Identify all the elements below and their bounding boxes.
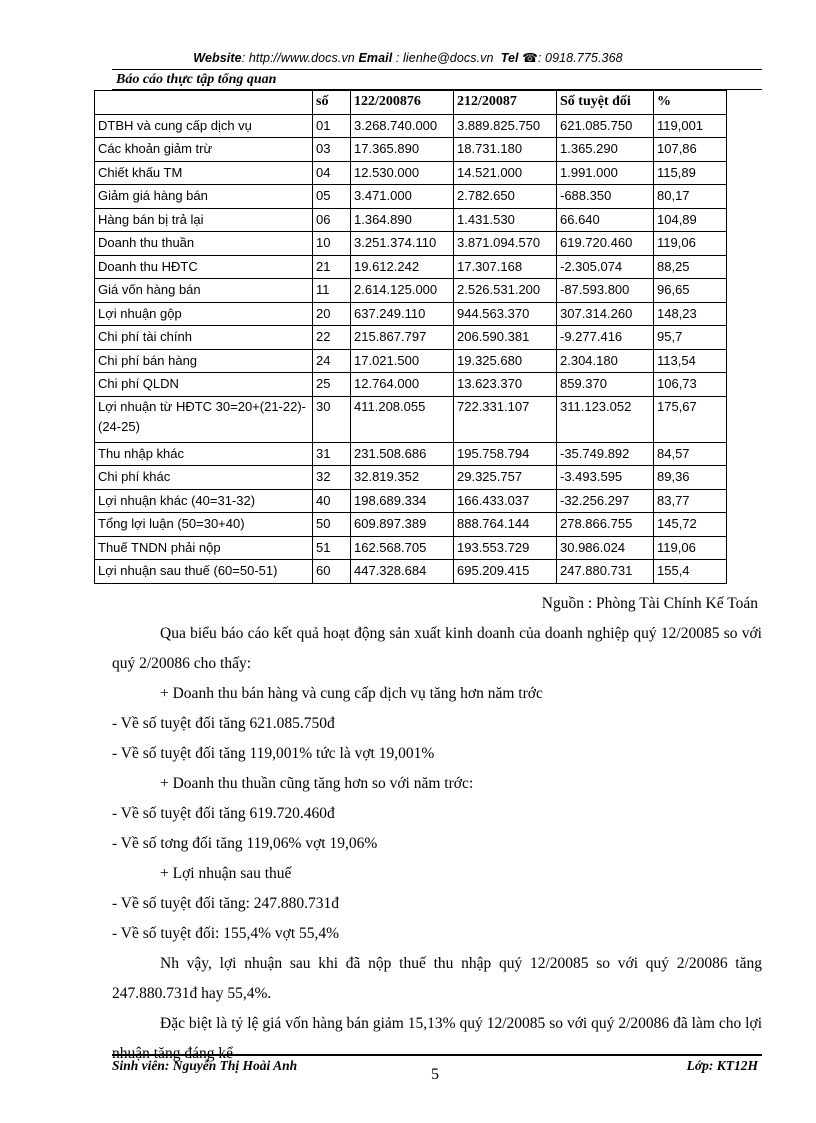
table-cell: 22 [313,326,351,350]
table-cell: Chi phí bán hàng [95,349,313,373]
paragraph: - Về số tuyệt đối: 155,4% vợt 55,4% [112,925,340,942]
source-note: Nguồn : Phòng Tài Chính Kế Toán [541,595,758,612]
table-cell: 278.866.755 [557,513,654,537]
page-number: 5 [431,1066,439,1083]
table-cell: 1.365.290 [557,138,654,162]
table-cell: 19.325.680 [454,349,557,373]
table-cell: 03 [313,138,351,162]
paragraph: Nh vậy, lợi nhuận sau khi đã nộp thuế thu nhập quý 12/20085 so với quý 2/20086 tăng 247.880.731đ hay 55,4%. [112,955,762,1002]
table-cell: 175,67 [654,396,727,442]
table-row [95,279,727,303]
table-cell: 89,36 [654,466,727,490]
table-cell: 40 [313,489,351,513]
website-url: : http://www.docs.vn [241,51,355,65]
table-cell: 115,89 [654,161,727,185]
table-cell: 2.782.650 [454,185,557,209]
table-row [95,442,727,466]
table-cell: 113,54 [654,349,727,373]
table-cell: Giá vốn hàng bán [95,279,313,303]
table-cell: 88,25 [654,255,727,279]
paragraph: - Về số tuyệt đối tăng: 247.880.731đ [112,895,340,912]
table-row [95,138,727,162]
table-cell: 3.889.825.750 [454,114,557,138]
table-cell: 145,72 [654,513,727,537]
table-cell: 3.268.740.000 [351,114,454,138]
table-cell: 2.304.180 [557,349,654,373]
table-cell: 60 [313,560,351,584]
table-cell: 06 [313,208,351,232]
table-cell: 19.612.242 [351,255,454,279]
table-cell: 66.640 [557,208,654,232]
table-row [95,161,727,185]
table-cell: 1.991.000 [557,161,654,185]
paragraph: Qua biểu báo cáo kết quả hoạt động sản xuất kinh doanh của doanh nghiệp quý 12/20085 so với quý 2/20086 cho thấy: [112,625,762,672]
page-header [0,50,816,65]
table-cell: 83,77 [654,489,727,513]
table-cell: 14.521.000 [454,161,557,185]
table-row [95,349,727,373]
table-cell: 198.689.334 [351,489,454,513]
class-name: Lớp: KT12H [686,1058,758,1073]
table-cell: Các khoản giảm trừ [95,138,313,162]
table-cell: Lợi nhuận gộp [95,302,313,326]
table-row [95,373,727,397]
table-cell: 411.208.055 [351,396,454,442]
table-cell: Doanh thu thuần [95,232,313,256]
table-row [95,466,727,490]
table-row [95,536,727,560]
table-cell: 05 [313,185,351,209]
table-cell: 10 [313,232,351,256]
table-cell: 215.867.797 [351,326,454,350]
table-cell: 609.897.389 [351,513,454,537]
paragraph: - Về số tuyệt đối tăng 119,001% tức là vợt 19,001% [112,745,435,762]
table-cell: 04 [313,161,351,185]
table-cell: 307.314.260 [557,302,654,326]
table-row [95,185,727,209]
table-cell: 637.249.110 [351,302,454,326]
table-row [95,489,727,513]
table-cell: -9.277.416 [557,326,654,350]
table-cell: 80,17 [654,185,727,209]
table-cell: 695.209.415 [454,560,557,584]
table-cell: 30.986.024 [557,536,654,560]
table-cell: DTBH và cung cấp dịch vụ [95,114,313,138]
analysis-text [112,619,762,1069]
table-cell: 3.471.000 [351,185,454,209]
table-cell: 18.731.180 [454,138,557,162]
table-cell: 21 [313,255,351,279]
table-cell: 12.764.000 [351,373,454,397]
table-cell: -688.350 [557,185,654,209]
student-name: Sinh viên: Nguyễn Thị Hoài Anh [112,1058,298,1073]
table-cell: Tổng lợi luận (50=30+40) [95,513,313,537]
paragraph: - Về số tuyệt đối tăng 621.085.750đ [112,715,335,732]
table-cell: Chi phí khác [95,466,313,490]
table-cell: Chi phí QLDN [95,373,313,397]
table-cell: 1.431.530 [454,208,557,232]
table-cell: 944.563.370 [454,302,557,326]
table-cell: 17.365.890 [351,138,454,162]
column-header [95,91,313,115]
column-header: Số tuyệt đối [557,91,654,115]
table-cell: 119,06 [654,536,727,560]
table-cell: 231.508.686 [351,442,454,466]
footer-rule [112,1054,762,1056]
table-cell: 51 [313,536,351,560]
table-cell: -2.305.074 [557,255,654,279]
table-cell: 195.758.794 [454,442,557,466]
column-header: % [654,91,727,115]
table-cell: 17.307.168 [454,255,557,279]
phone-icon: ☎ [522,51,538,65]
table-cell: 1.364.890 [351,208,454,232]
table-cell: 11 [313,279,351,303]
header-rule-top [112,69,762,70]
table-row [95,208,727,232]
table-cell: Lợi nhuận sau thuế (60=50-51) [95,560,313,584]
table-row [95,114,727,138]
table-cell: 17.021.500 [351,349,454,373]
table-cell: 20 [313,302,351,326]
table-row [95,396,727,442]
table-cell: 193.553.729 [454,536,557,560]
table-cell: -87.593.800 [557,279,654,303]
table-cell: Chi phí tài chính [95,326,313,350]
table-cell: 619.720.460 [557,232,654,256]
table-cell: Hàng bán bị trả lại [95,208,313,232]
table-cell: 2.526.531.200 [454,279,557,303]
table-row [95,255,727,279]
table-cell: 621.085.750 [557,114,654,138]
table-cell: 155,4 [654,560,727,584]
paragraph: + Lợi nhuận sau thuế [160,865,292,882]
table-cell: Giảm giá hàng bán [95,185,313,209]
paragraph: - Về số tơng đối tăng 119,06% vợt 19,06% [112,835,378,852]
table-cell: 84,57 [654,442,727,466]
table-cell: 148,23 [654,302,727,326]
table-cell: 01 [313,114,351,138]
table-cell: Lợi nhuận khác (40=31-32) [95,489,313,513]
table-cell: 311.123.052 [557,396,654,442]
table-cell: 3.251.374.110 [351,232,454,256]
paragraph: - Về số tuyệt đối tăng 619.720.460đ [112,805,335,822]
email-label: Email [358,51,393,65]
column-header: 122/200876 [351,91,454,115]
table-cell: 3.871.094.570 [454,232,557,256]
table-cell: 888.764.144 [454,513,557,537]
table-row [95,302,727,326]
table-header-row [95,91,727,115]
table-cell: Thuế TNDN phải nộp [95,536,313,560]
table-cell: -35.749.892 [557,442,654,466]
paragraph: + Doanh thu thuần cũng tăng hơn so với năm trớc: [160,775,474,792]
table-cell: 722.331.107 [454,396,557,442]
table-cell: -3.493.595 [557,466,654,490]
financial-table [94,90,727,584]
table-cell: 13.623.370 [454,373,557,397]
website-label: Website [193,51,242,65]
table-cell: 859.370 [557,373,654,397]
table-cell: 162.568.705 [351,536,454,560]
table-cell: 247.880.731 [557,560,654,584]
column-header: 212/20087 [454,91,557,115]
table-cell: 2.614.125.000 [351,279,454,303]
table-cell: 24 [313,349,351,373]
email-address: : lienhe@docs.vn [392,51,494,65]
table-cell: Chiết khấu TM [95,161,313,185]
table-cell: Lợi nhuận từ HĐTC 30=20+(21-22)-(24-25) [95,396,313,442]
paragraph: Đặc biệt là tỷ lệ giá vốn hàng bán giảm 15,13% quý 12/20085 so với quý 2/20086 đã làm cho lợi nhuận tăng đáng kể [112,1015,762,1062]
table-cell: 95,7 [654,326,727,350]
table-cell: 50 [313,513,351,537]
tel-number: : 0918.775.368 [537,51,623,65]
table-cell: 31 [313,442,351,466]
tel-label: Tel [500,51,519,65]
table-row [95,513,727,537]
table-row [95,326,727,350]
table-cell: 104,89 [654,208,727,232]
table-cell: 107,86 [654,138,727,162]
table-cell: 119,001 [654,114,727,138]
table-cell: 25 [313,373,351,397]
table-row [95,560,727,584]
table-row [95,232,727,256]
table-cell: 166.433.037 [454,489,557,513]
table-cell: 119,06 [654,232,727,256]
table-cell: Doanh thu HĐTC [95,255,313,279]
table-cell: 96,65 [654,279,727,303]
table-cell: 30 [313,396,351,442]
table-cell: 32.819.352 [351,466,454,490]
column-header: số [313,91,351,115]
report-title: Báo cáo thực tập tổng quan [116,72,277,87]
table-cell: -32.256.297 [557,489,654,513]
paragraph: + Doanh thu bán hàng và cung cấp dịch vụ tăng hơn năm trớc [160,685,543,702]
table-cell: 206.590.381 [454,326,557,350]
table-cell: 29.325.757 [454,466,557,490]
table-cell: 12.530.000 [351,161,454,185]
table-cell: Thu nhập khác [95,442,313,466]
table-cell: 106,73 [654,373,727,397]
table-cell: 447.328.684 [351,560,454,584]
table-cell: 32 [313,466,351,490]
